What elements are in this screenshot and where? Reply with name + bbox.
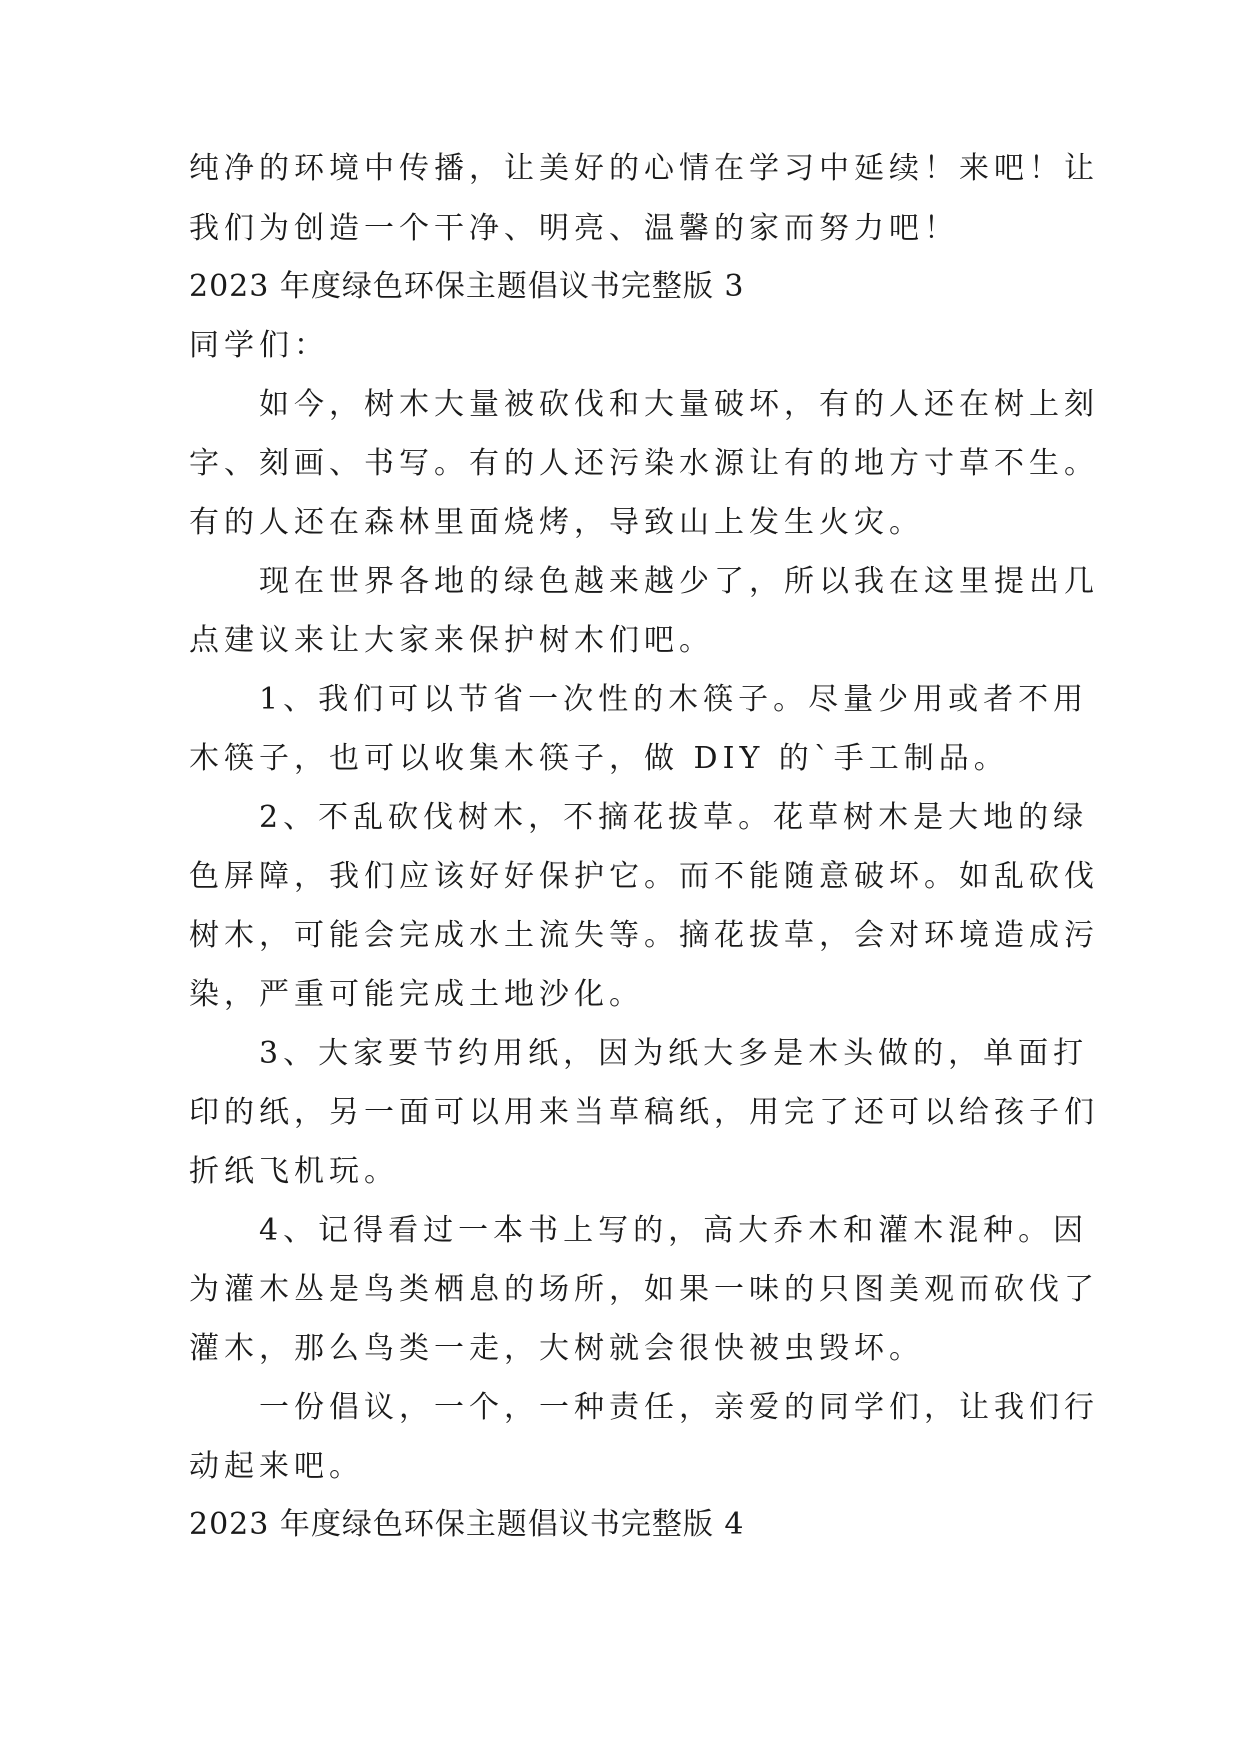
section-heading: 2023 年度绿色环保主题倡议书完整版 4: [189, 1507, 745, 1542]
section-heading: 2023 年度绿色环保主题倡议书完整版 3: [189, 269, 745, 304]
text-line: 动起来吧。: [189, 1449, 364, 1484]
text-line: 折纸飞机玩。: [189, 1154, 399, 1189]
text-line: 有的人还在森林里面烧烤，导致山上发生火灾。: [189, 505, 924, 540]
text-line: 点建议来让大家来保护树木们吧。: [189, 623, 714, 658]
text-line: 树木，可能会完成水土流失等。摘花拔草，会对环境造成污: [189, 918, 1099, 953]
text-line: 纯净的环境中传播，让美好的心情在学习中延续！来吧！让: [189, 151, 1099, 186]
text-line: 4、记得看过一本书上写的，高大乔木和灌木混种。因: [189, 1213, 1089, 1248]
text-line: 现在世界各地的绿色越来越少了，所以我在这里提出几: [189, 564, 1099, 599]
text-line: 色屏障，我们应该好好保护它。而不能随意破坏。如乱砍伐: [189, 859, 1099, 894]
text-line: 1、我们可以节省一次性的木筷子。尽量少用或者不用: [189, 682, 1089, 717]
salutation: 同学们：: [189, 328, 329, 363]
text-line: 一份倡议，一个，一种责任，亲爱的同学们，让我们行: [189, 1390, 1099, 1425]
text-line: 3、大家要节约用纸，因为纸大多是木头做的，单面打: [189, 1036, 1089, 1071]
text-line: 2、不乱砍伐树木，不摘花拔草。花草树木是大地的绿: [189, 800, 1089, 835]
text-line: 我们为创造一个干净、明亮、温馨的家而努力吧！: [189, 211, 959, 246]
text-line: 如今，树木大量被砍伐和大量破坏，有的人还在树上刻: [189, 387, 1099, 422]
text-line: 字、刻画、书写。有的人还污染水源让有的地方寸草不生。: [189, 446, 1099, 481]
text-line: 木筷子，也可以收集木筷子，做 DIY 的`手工制品。: [189, 741, 1009, 776]
text-line: 印的纸，另一面可以用来当草稿纸，用完了还可以给孩子们: [189, 1095, 1099, 1130]
text-line: 为灌木丛是鸟类栖息的场所，如果一味的只图美观而砍伐了: [189, 1272, 1099, 1307]
text-line: 灌木，那么鸟类一走，大树就会很快被虫毁坏。: [189, 1331, 924, 1366]
text-line: 染，严重可能完成土地沙化。: [189, 977, 644, 1012]
